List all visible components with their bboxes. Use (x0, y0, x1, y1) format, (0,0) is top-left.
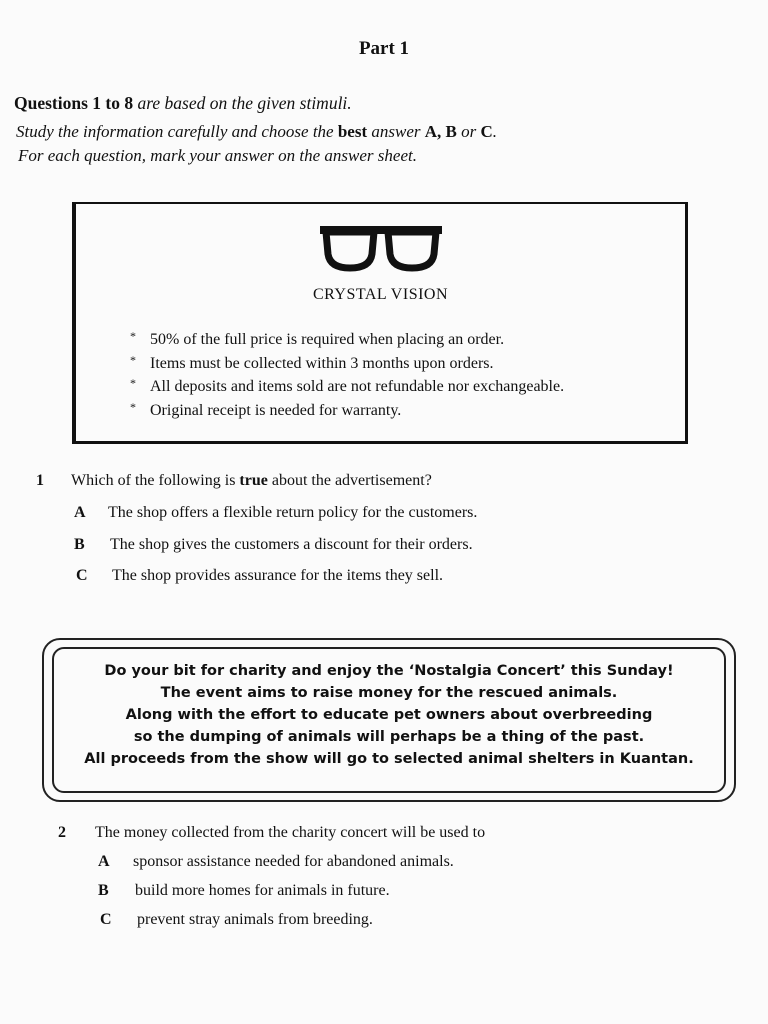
advertisement-box (72, 202, 688, 444)
instruction-line-3: For each question, mark your answer on the answer sheet. (18, 146, 417, 165)
instruction-based-on: are based on the given stimuli. (133, 93, 352, 113)
bullet-star: * (130, 399, 136, 414)
ad-term: * Items must be collected within 3 months upon orders. (126, 352, 564, 376)
option-letter: B (74, 536, 85, 553)
bullet-star: * (130, 376, 136, 390)
instruction-period: . (492, 122, 498, 141)
instruction-questions-range: Questions 1 to 8 (14, 93, 134, 113)
brand-name: CRYSTAL VISION (312, 286, 449, 303)
instruction-line-1 (14, 93, 352, 114)
part-title: Part 1 (358, 38, 410, 59)
option-letter: C (76, 567, 88, 584)
advertisement-terms (126, 328, 564, 422)
question-text: Which of the following is true about the advertisement? (71, 472, 432, 489)
eyeglasses-icon (316, 218, 446, 274)
question-number: 2 (58, 824, 66, 841)
option-letter: A (98, 853, 110, 870)
option-letter: A (74, 504, 86, 521)
instruction-c: C (480, 122, 493, 141)
question-text: The money collected from the charity concert will be used to (95, 824, 486, 841)
option-text: build more homes for animals in future. (135, 882, 390, 899)
bullet-star: * (130, 352, 136, 367)
option-letter: B (98, 882, 109, 899)
ad-term: * All deposits and items sold are not refundable nor exchangeable. (126, 375, 564, 399)
option-letter: C (100, 911, 112, 928)
charity-notice-box (42, 638, 736, 802)
option-text: The shop offers a flexible return policy for the customers. (108, 504, 478, 521)
instruction-or: or (456, 122, 481, 141)
instruction-best: best (337, 122, 368, 141)
instruction-ab: A, B (424, 122, 457, 141)
option-text: prevent stray animals from breeding. (137, 911, 373, 928)
ad-term: * Original receipt is needed for warranty. (126, 399, 564, 423)
instruction-answer: answer (367, 122, 425, 141)
ad-term: * 50% of the full price is required when placing an order. (126, 328, 564, 352)
bullet-star: * (130, 329, 136, 343)
charity-notice-text: Do your bit for charity and enjoy the ‘Nostalgia Concert’ this Sunday! The event aims to raise money for the rescued animals. Along with the effort to educate pet owners about overbreeding so the dumping of animals will perhaps be a thing of the past. All proceeds from the show will go to selected animal shelters in Kuantan. (84, 663, 694, 767)
option-text: The shop provides assurance for the items they sell. (112, 567, 444, 584)
option-text: sponsor assistance needed for abandoned animals. (133, 853, 454, 870)
instruction-line-2 (16, 122, 497, 142)
option-text: The shop gives the customers a discount for their orders. (110, 536, 473, 553)
question-number: 1 (36, 472, 44, 489)
instruction-study-text: Study the information carefully and choose the (16, 122, 338, 141)
